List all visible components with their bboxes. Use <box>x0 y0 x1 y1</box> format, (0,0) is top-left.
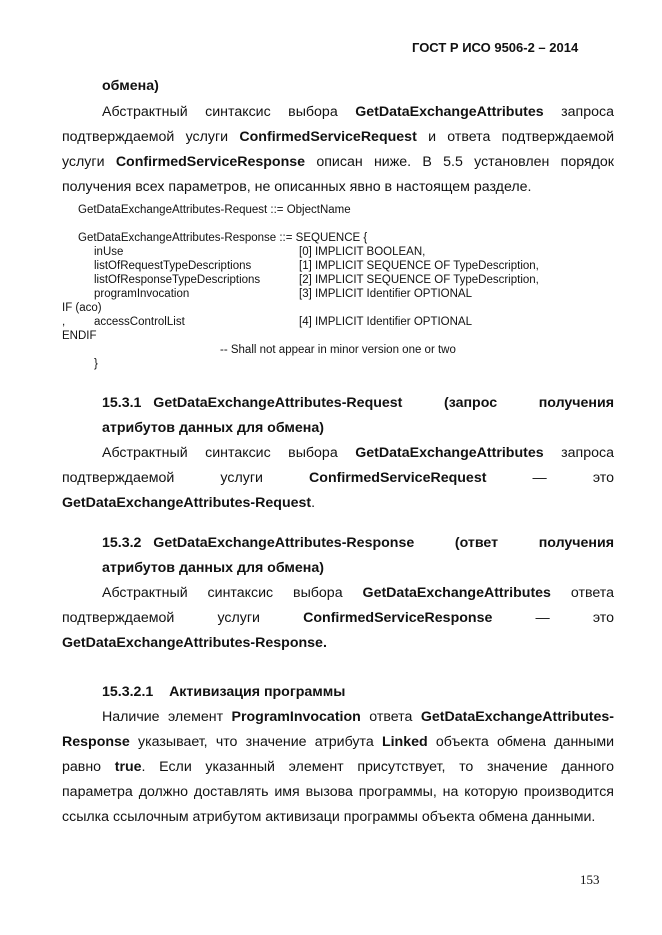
section-heading-cont: атрибутов данных для обмена) <box>102 560 324 576</box>
asn-field-name: inUse <box>94 246 124 258</box>
section-number: 15.3.2 <box>102 535 142 551</box>
page-number: 153 <box>580 872 600 887</box>
asn-comma: , <box>62 316 66 328</box>
para-line: GetDataExchangeAttributes-Request. <box>62 495 316 511</box>
para-line: GetDataExchangeAttributes-Response. <box>62 635 327 651</box>
para-line: получения всех параметров, не описанных явно в настоящем разделе. <box>62 179 532 195</box>
para-line: Наличие элемент ProgramInvocation ответа GetDataExchangeAttributes- <box>102 709 614 725</box>
asn-field-name: listOfResponseTypeDescriptions <box>94 274 261 286</box>
asn-field-type: [2] IMPLICIT SEQUENCE OF TypeDescription, <box>299 274 539 286</box>
para-line: Абстрактный синтаксис выбора GetDataExchangeAttributes запроса <box>102 445 614 461</box>
para-line: ссылка ссылочным атрибутом активизаци программы объекта обмена данными. <box>62 809 596 825</box>
para-line: равно true. Если указанный элемент присутствует, то значение данного <box>62 759 614 775</box>
asn-comment: -- Shall not appear in minor version one or two <box>220 344 456 356</box>
section-name: GetDataExchangeAttributes-Response <box>153 535 415 551</box>
asn-endif: ENDIF <box>62 330 97 342</box>
asn-request-def: GetDataExchangeAttributes-Request ::= ObjectName <box>78 204 351 216</box>
asn-field-name: programInvocation <box>94 288 190 300</box>
section-heading-15-3-1: 15.3.1 GetDataExchangeAttributes-Request (запрос получения <box>102 395 614 411</box>
asn-field-type: [4] IMPLICIT Identifier OPTIONAL <box>299 316 472 328</box>
asn-response-def: GetDataExchangeAttributes-Response ::= SEQUENCE { <box>78 232 368 244</box>
section-name: Активизация программы <box>169 684 346 700</box>
asn-field-type: [0] IMPLICIT BOOLEAN, <box>299 246 426 258</box>
section-number: 15.3.1 <box>102 395 142 411</box>
section-heading-cont: атрибутов данных для обмена) <box>102 420 324 436</box>
para-line: Response указывает, что значение атрибута Linked объекта обмена данными <box>62 734 614 750</box>
para-line: подтверждаемой услуги ConfirmedServiceRequest — это <box>62 470 614 486</box>
para-fragment: обмена) <box>102 78 159 94</box>
asn-field-type: [1] IMPLICIT SEQUENCE OF TypeDescription, <box>299 260 539 272</box>
section-heading-15-3-2: 15.3.2 GetDataExchangeAttributes-Response (ответ получения <box>102 535 614 551</box>
asn-field-name: listOfRequestTypeDescriptions <box>94 260 252 272</box>
para-line: Абстрактный синтаксис выбора GetDataExchangeAttributes запроса <box>102 104 614 120</box>
asn-field-name: accessControlList <box>94 316 185 328</box>
asn-if-aco: IF (aco) <box>62 302 102 314</box>
section-number: 15.3.2.1 <box>102 684 154 700</box>
para-line: подтверждаемой услуги ConfirmedServiceResponse — это <box>62 610 614 626</box>
para-line: услуги ConfirmedServiceResponse описан ниже. В 5.5 установлен порядок <box>62 154 614 170</box>
section-heading-15-3-2-1 <box>102 684 345 700</box>
asn-field-type: [3] IMPLICIT Identifier OPTIONAL <box>299 288 472 300</box>
para-line: подтверждаемой услуги ConfirmedServiceRequest и ответа подтверждаемой <box>62 129 614 145</box>
asn-close-brace: } <box>94 358 98 370</box>
section-name: GetDataExchangeAttributes-Request <box>153 395 403 411</box>
page-header: ГОСТ Р ИСО 9506-2 – 2014 <box>412 40 579 55</box>
para-line: Абстрактный синтаксис выбора GetDataExchangeAttributes ответа <box>102 585 614 601</box>
para-line: параметра должно доставлять имя вызова программы, на которую производится <box>62 784 614 800</box>
